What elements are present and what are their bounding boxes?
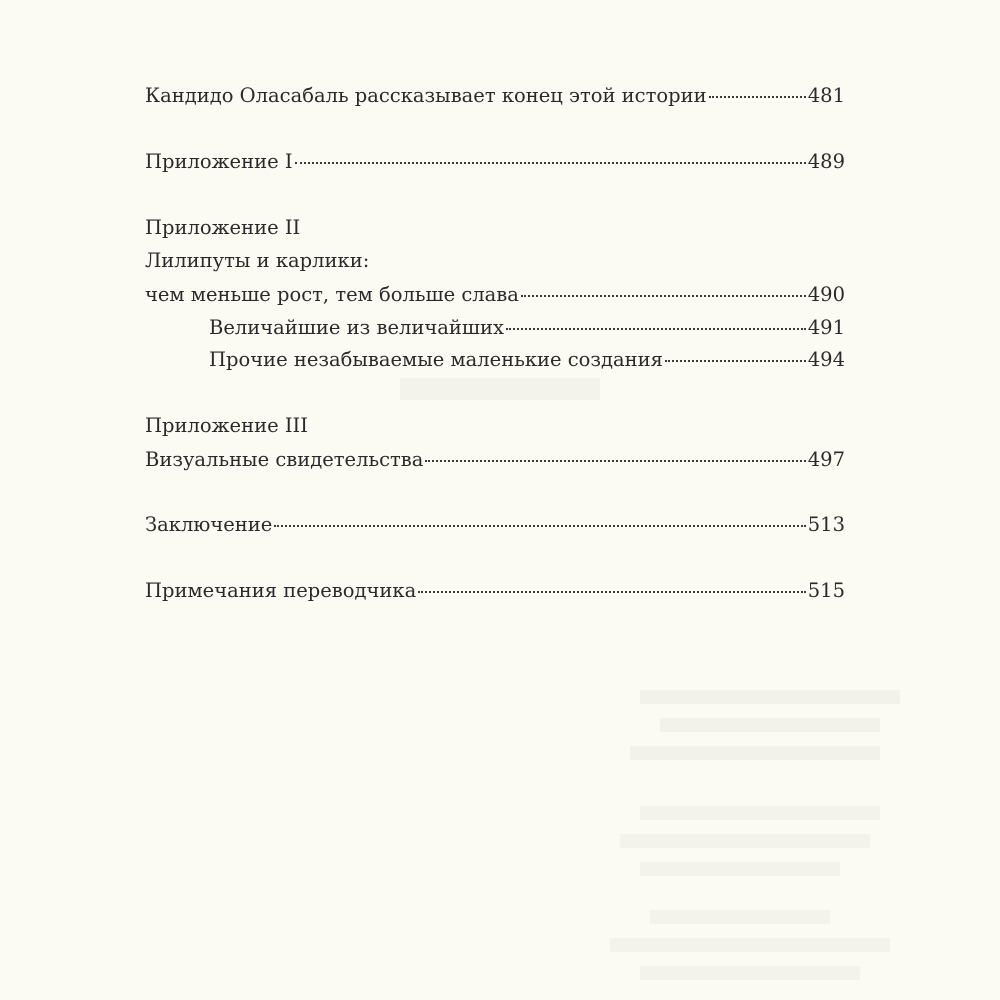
toc-entry-title: Величайшие из величайших	[209, 316, 505, 339]
toc-leader-dots	[425, 460, 805, 462]
toc-entry-page: 481	[807, 84, 845, 107]
toc-leader-dots	[521, 295, 806, 297]
toc-entry-title: Примечания переводчика	[145, 579, 417, 602]
toc-entry-page: 515	[807, 579, 845, 602]
toc-entry-title: Кандидо Оласабаль рассказывает конец этой истории	[145, 84, 707, 107]
toc-entry-page: 491	[807, 316, 845, 339]
toc-entry-title: Визуальные свидетельства	[145, 448, 424, 471]
toc-entry-translator-notes	[145, 579, 845, 602]
toc-entry-visual-evidence	[145, 448, 845, 471]
toc-entry-olasabal	[145, 84, 845, 107]
toc-entry-page: 494	[807, 348, 845, 371]
toc-leader-dots	[274, 525, 805, 527]
toc-leader-dots	[418, 591, 806, 593]
toc-entry-appendix-1	[145, 150, 845, 173]
toc-leader-dots	[295, 162, 806, 164]
toc-leader-dots	[665, 360, 806, 362]
toc-entry-page: 513	[807, 513, 845, 536]
toc-entry-title: Приложение III	[145, 414, 308, 437]
toc-entry-page: 490	[807, 283, 845, 306]
toc-entry-lilliputians-line1	[145, 249, 845, 272]
toc-entry-lilliputians-line2	[145, 283, 845, 306]
toc-leader-dots	[709, 96, 806, 98]
toc-entry-title: Заключение	[145, 513, 273, 536]
toc-entry-conclusion	[145, 513, 845, 536]
toc-entry-title: Лилипуты и карлики:	[145, 249, 370, 272]
toc-entry-title: Приложение II	[145, 216, 301, 239]
toc-entry-appendix-2	[145, 216, 845, 239]
toc-subentry-greatest	[209, 316, 845, 339]
toc-entry-title: Прочие незабываемые маленькие создания	[209, 348, 663, 371]
toc-entry-title: Приложение I	[145, 150, 293, 173]
toc-entry-appendix-3	[145, 414, 845, 437]
toc-leader-dots	[506, 328, 806, 330]
toc-subentry-other-creatures	[209, 348, 845, 371]
toc-entry-page: 489	[807, 150, 845, 173]
toc-entry-page: 497	[807, 448, 845, 471]
toc-entry-title: чем меньше рост, тем больше слава	[145, 283, 519, 306]
